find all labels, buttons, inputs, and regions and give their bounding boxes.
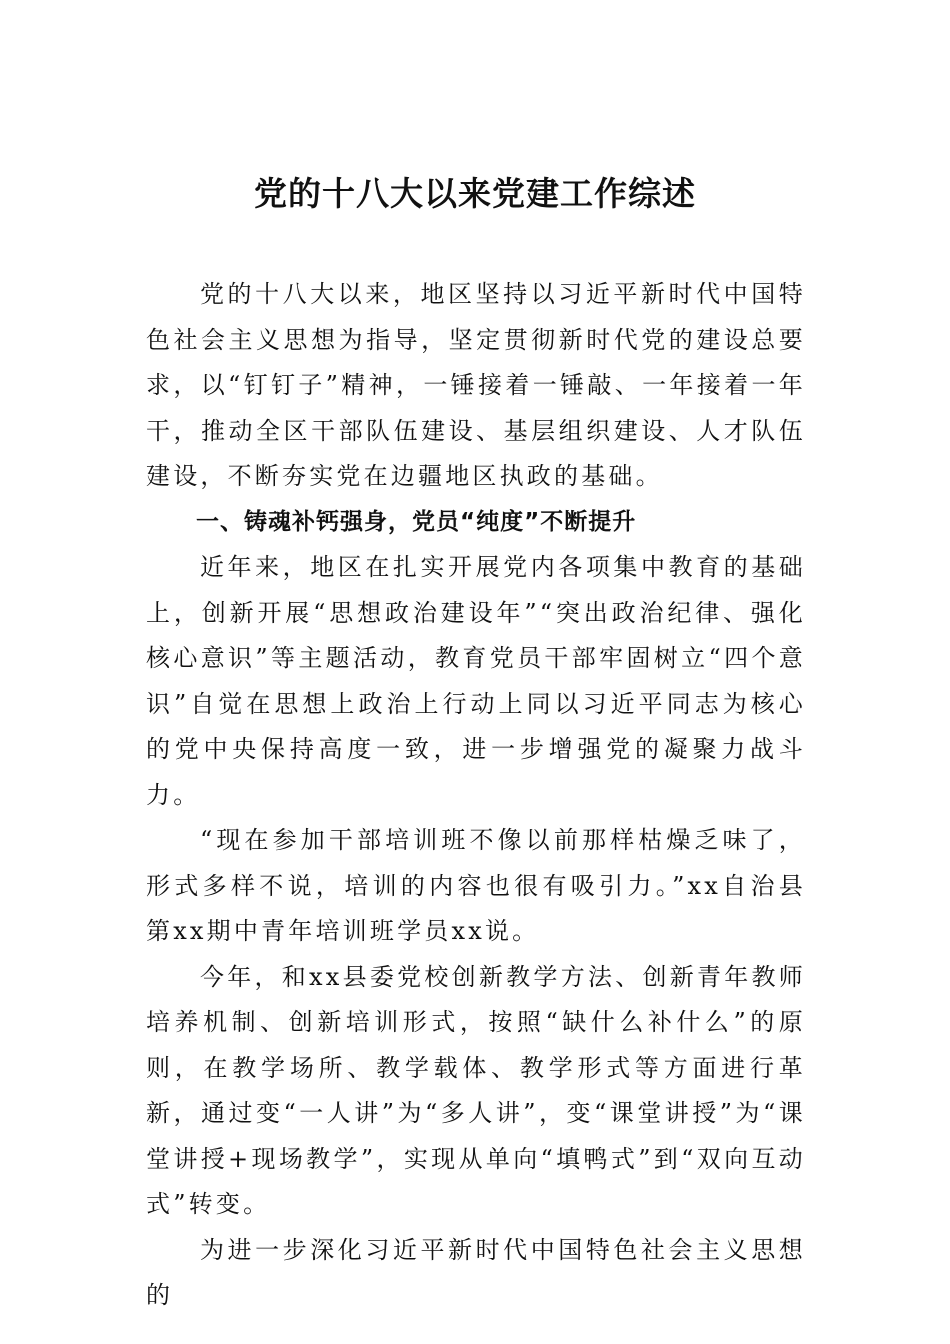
body-paragraph: 近年来，地区在扎实开展党内各项集中教育的基础上，创新开展“思想政治建设年”“突出政治纪律、强化核心意识”等主题活动，教育党员干部牢固树立“四个意识”自觉在思想上政治上行动上同以习近平同志为核心的党中央保持高度一致，进一步增强党的凝聚力战斗力。 [146,553,806,809]
document-title: 党的十八大以来党建工作综述 [254,174,696,213]
section-heading: 一、铸魂补钙强身，党员“纯度”不断提升 [196,508,637,535]
document-body [146,272,806,1319]
body-paragraph: “现在参加干部培训班不像以前那样枯燥乏味了，形式多样不说，培训的内容也很有吸引力。”xx自治县第xx期中青年培训班学员xx说。 [146,826,806,945]
body-paragraph: 今年，和xx县委党校创新教学方法、创新青年教师培养机制、创新培训形式，按照“缺什么补什么”的原则，在教学场所、教学载体、教学形式等方面进行革新，通过变“一人讲”为“多人讲”，变“课堂讲授”为“课堂讲授+现场教学”，实现从单向“填鸭式”到“双向互动式”转变。 [146,962,806,1218]
intro-paragraph: 党的十八大以来，地区坚持以习近平新时代中国特色社会主义思想为指导，坚定贯彻新时代党的建设总要求，以“钉钉子”精神，一锤接着一锤敲、一年接着一年干，推动全区干部队伍建设、基层组织建设、人才队伍建设，不断夯实党在边疆地区执政的基础。 [146,280,806,490]
body-paragraph: 为进一步深化习近平新时代中国特色社会主义思想的 [146,1235,806,1309]
